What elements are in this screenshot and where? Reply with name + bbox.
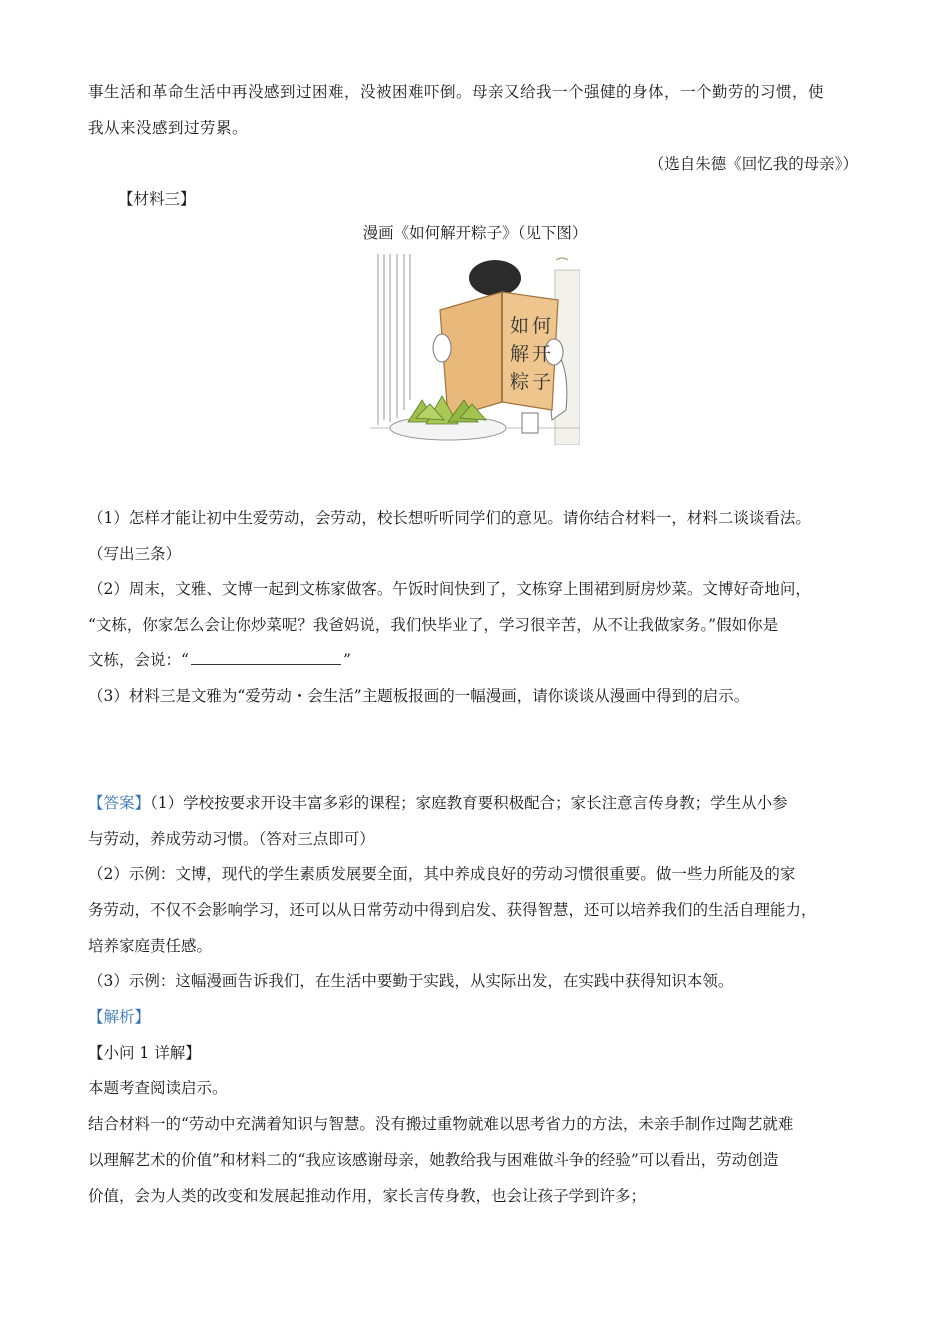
book-title-char: 如	[510, 315, 530, 337]
question-2-close-quote: ”	[342, 651, 351, 669]
book-title-char: 子	[532, 371, 552, 393]
answer-1-text: （1）学校按要求开设丰富多彩的课程；家庭教育要积极配合；家长注意言传身教；学生从小参	[150, 794, 788, 812]
comic-caption: 漫画《如何解开粽子》（见下图）	[362, 224, 588, 242]
answer-blank	[191, 650, 341, 665]
material2-line-2: 我从来没感到过劳累。	[88, 119, 249, 137]
analysis-sub-label: 【小问 1 详解】	[88, 1044, 201, 1062]
book-title-char: 粽	[510, 371, 530, 393]
answer-1-line-2: 与劳动，养成劳动习惯。（答对三点即可）	[88, 830, 375, 848]
answer-3-line-1: （3）示例：这幅漫画告诉我们，在生活中要勤于实践，从实际出发，在实践中获得知识本领。	[88, 972, 734, 990]
question-2-line-2: “文栋，你家怎么会让你炒菜呢？我爸妈说，我们快毕业了，学习很辛苦，从不让我做家务。”假如你是	[88, 616, 779, 634]
analysis-line-3: 以理解艺术的价值”和材料二的“我应该感谢母亲，她教给我与困难做斗争的经验”可以看出，劳动创造	[88, 1151, 779, 1169]
question-3-line-1: （3）材料三是文雅为“爱劳动・会生活”主题板报画的一幅漫画，请你谈谈从漫画中得到的启示。	[88, 687, 750, 705]
question-1-line-1: （1）怎样才能让初中生爱劳动，会劳动，校长想听听同学们的意见。请你结合材料一，材料二谈谈看法。	[88, 509, 811, 527]
book-title-char: 何	[532, 315, 552, 337]
question-1-line-2: （写出三条）	[88, 545, 182, 563]
analysis-line-2: 结合材料一的“劳动中充满着知识与智慧。没有搬过重物就难以思考省力的方法，未亲手制作过陶艺就难	[88, 1115, 794, 1133]
question-2-line-1: （2）周末，文雅、文博一起到文栋家做客。午饭时间快到了，文栋穿上围裙到厨房炒菜。文博好奇地问，	[88, 580, 811, 598]
answer-2-line-3: 培养家庭责任感。	[88, 937, 213, 955]
book-title-char: 开	[532, 343, 552, 365]
answer-2-line-2: 务劳动，不仅不会影响学习，还可以从日常劳动中得到启发、获得智慧，还可以培养我们的生活自理能力，	[88, 901, 817, 919]
book-title-char: 解	[510, 343, 530, 365]
material2-line-1: 事生活和革命生活中再没感到过困难，没被困难吓倒。母亲又给我一个强健的身体，一个勤劳的习惯，使	[88, 83, 825, 101]
analysis-line-4: 价值，会为人类的改变和发展起推动作用，家长言传身教，也会让孩子学到许多；	[88, 1187, 647, 1205]
answer-2-line-1: （2）示例：文博，现代的学生素质发展要全面，其中养成良好的劳动习惯很重要。做一些力所能及的家	[88, 865, 796, 883]
question-2-line-3	[88, 650, 868, 670]
question-2-prompt: 文栋，会说：“	[88, 651, 189, 669]
material3-label: 【材料三】	[118, 190, 196, 208]
answer-1-line-1	[88, 793, 868, 813]
analysis-line-1: 本题考查阅读启示。	[88, 1079, 228, 1097]
answer-label: 【答案】	[88, 794, 151, 812]
material2-source: （选自朱德《回忆我的母亲》）	[648, 155, 858, 173]
analysis-label: 【解析】	[88, 1008, 151, 1026]
comic-illustration	[370, 250, 580, 445]
